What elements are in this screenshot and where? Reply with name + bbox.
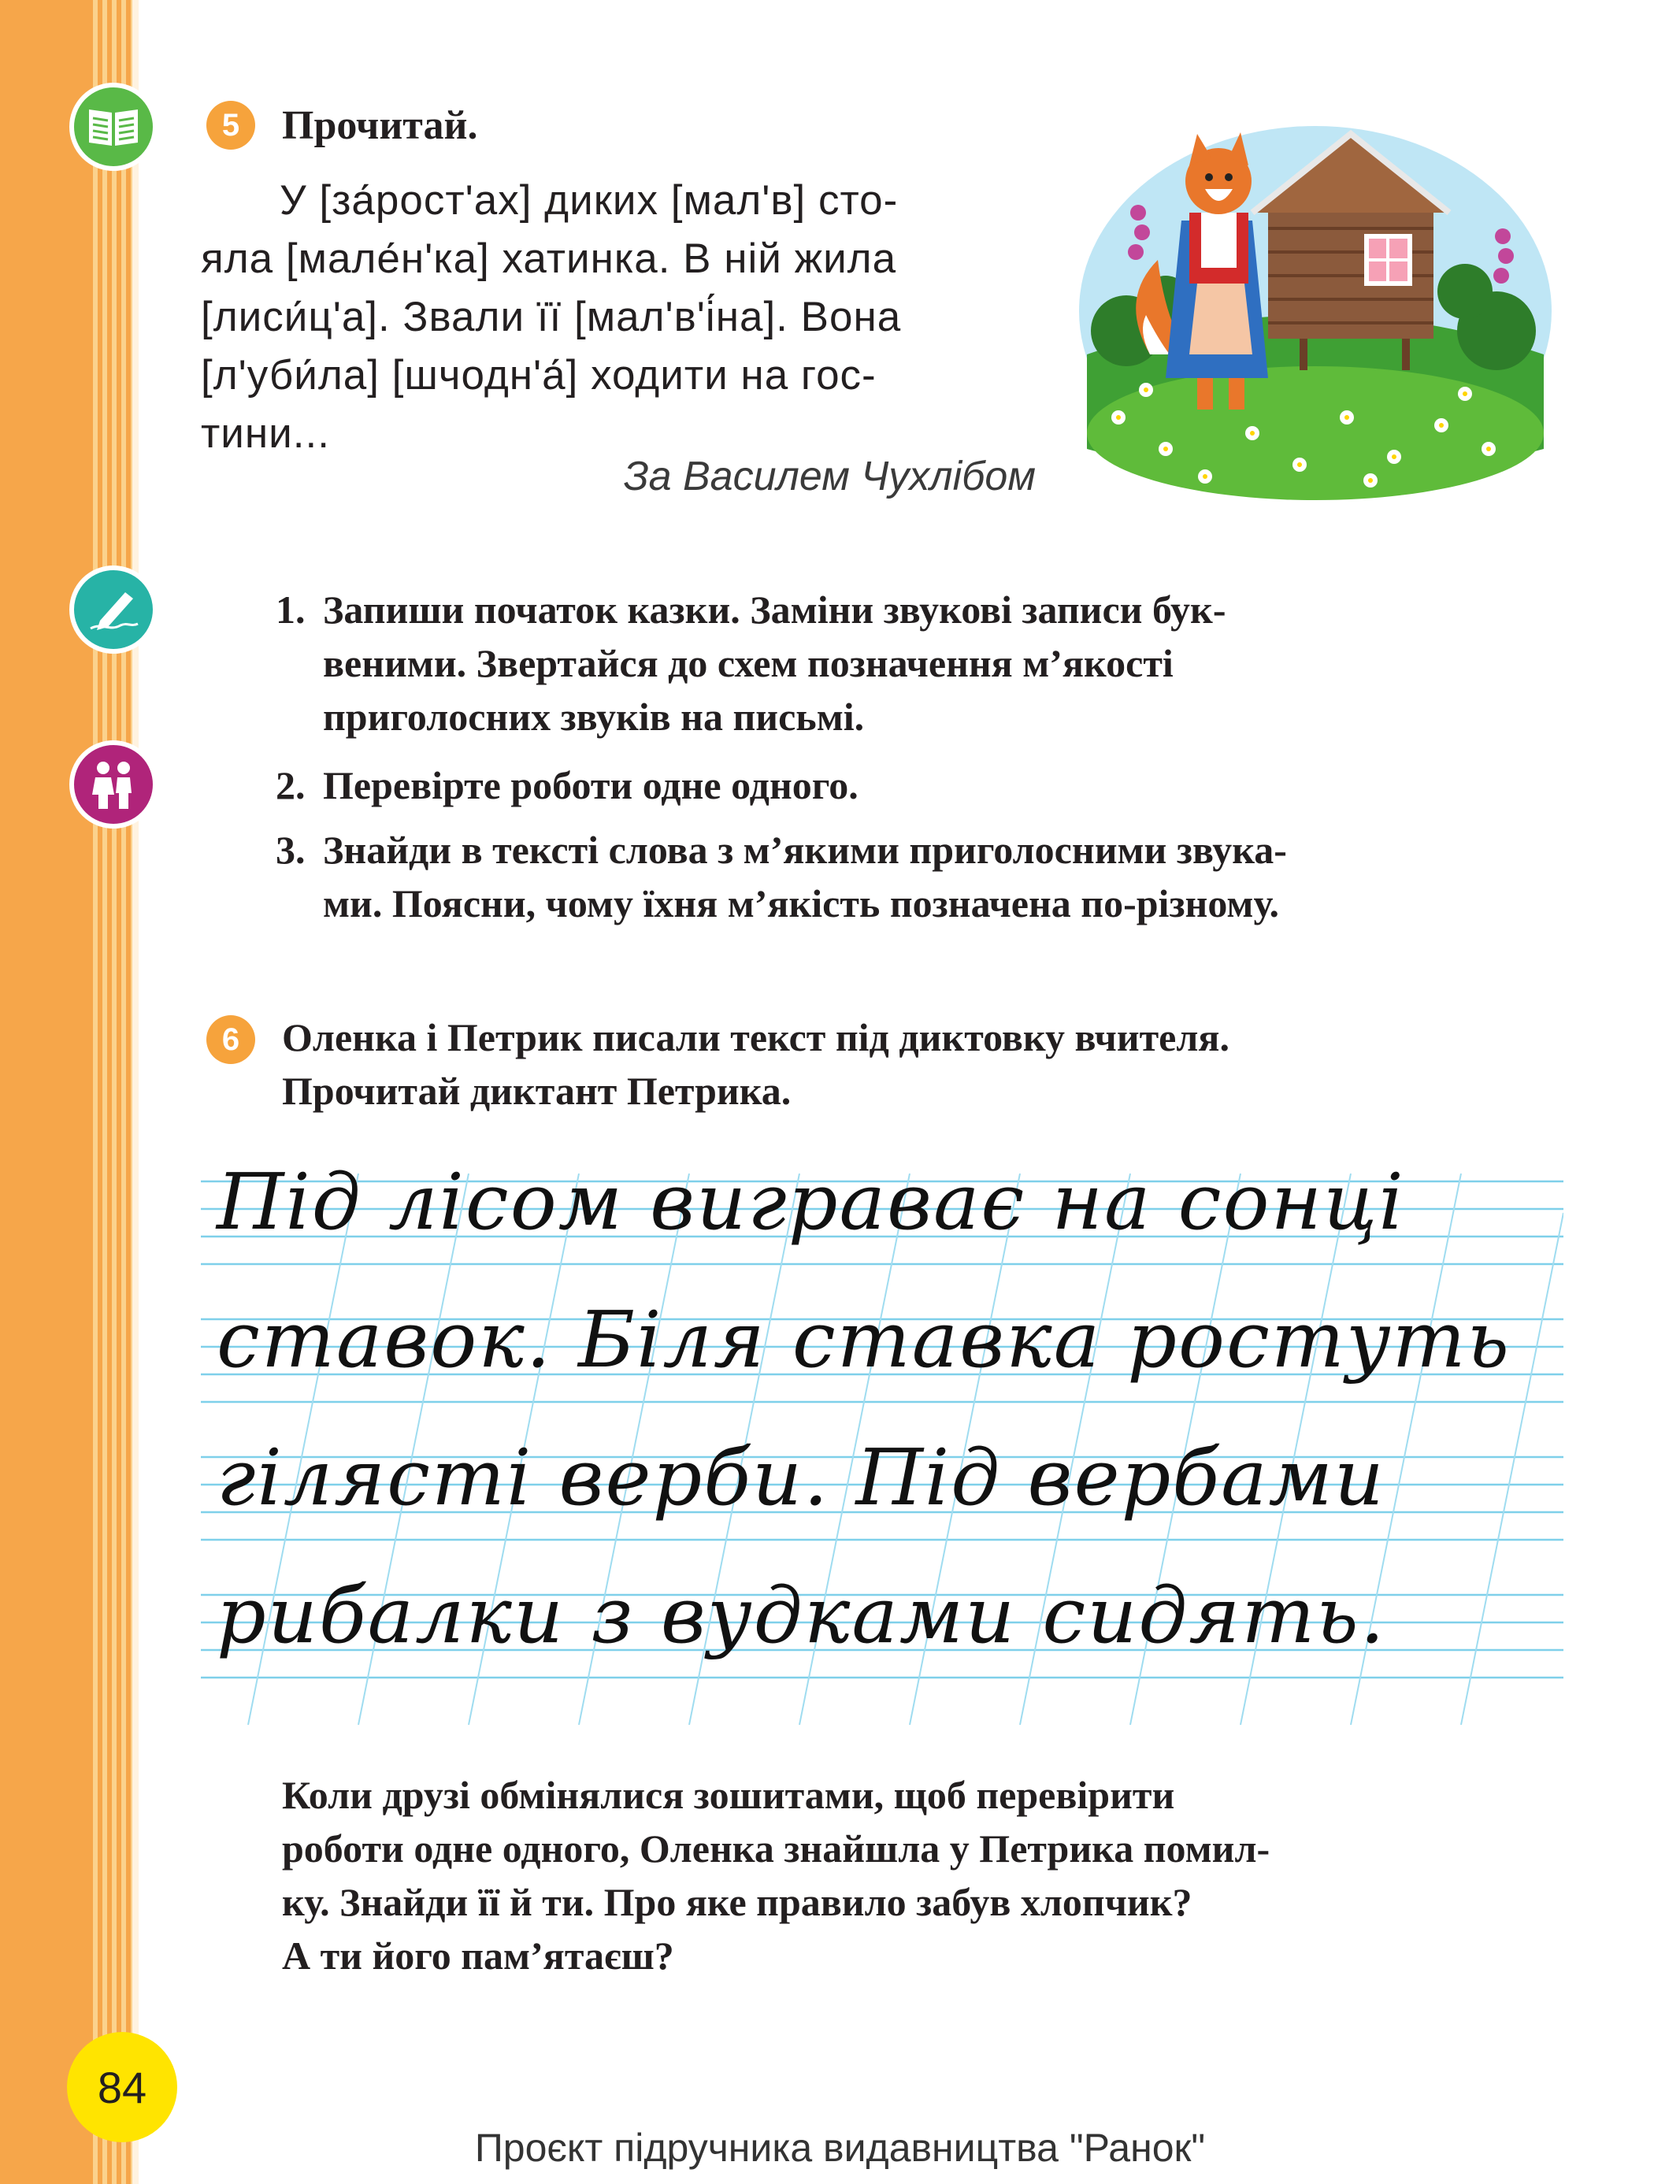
step-number: 2.: [276, 763, 306, 807]
fox-house-illustration: [1071, 118, 1559, 504]
story-text: [201, 172, 1036, 463]
story-line: У [за́рост'ах] диких [мал'в] сто-: [280, 177, 899, 224]
story-line: [л'уби́ла] [шчодн'а́] ходити на гос-: [201, 352, 877, 399]
story-author: За Василем Чухлібом: [623, 454, 1036, 499]
task6-line: Оленка і Петрик писали текст під диктовку вчителя.: [282, 1015, 1229, 1059]
step-line: веними. Звертайся до схем позначення м’якості: [323, 641, 1174, 685]
closing-line: ку. Знайди її й ти. Про яке правило забув хлопчик?: [282, 1880, 1192, 1924]
step-line: Перевірте роботи одне одного.: [323, 763, 859, 807]
story-line: [лиси́ц'а]. Звали її [мал'в'і́на]. Вона: [201, 294, 902, 340]
publisher-footer: Проєкт підручника видавництва "Ранок": [474, 2126, 1206, 2170]
step-number: 3.: [276, 828, 306, 872]
closing-line: А ти його пам’ятаєш?: [282, 1934, 674, 1978]
step-number: 1.: [276, 588, 306, 632]
task-number-badge: 6: [206, 1015, 255, 1064]
task-instruction: Прочитай.: [282, 103, 478, 148]
pencil-writing-icon: [69, 565, 158, 654]
margin-edge: [132, 0, 139, 2184]
handwriting-line: ставок. Біля ставка ростуть: [217, 1296, 1511, 1385]
two-children-icon: [69, 740, 158, 829]
handwriting-line: Під лісом виграває на сонці: [217, 1158, 1405, 1248]
task6-instruction: [282, 1010, 1562, 1118]
closing-line: роботи одне одного, Оленка знайшла у Петрика помил-: [282, 1826, 1270, 1871]
task-number-badge: 5: [206, 101, 255, 150]
notebook-dictation: [201, 1158, 1563, 1725]
step-line: приголосних звуків на письмі.: [323, 695, 865, 739]
closing-line: Коли друзі обмінялися зошитами, щоб перевірити: [282, 1773, 1175, 1817]
handwriting-line: гілясті верби. Під вербами: [217, 1433, 1385, 1523]
story-line: тини...: [201, 410, 330, 457]
step-line: ми. Поясни, чому їхня м’якість позначена по-різному.: [323, 881, 1279, 925]
closing-question: [282, 1768, 1562, 1982]
handwriting-line: рибалки з вудками сидять.: [217, 1571, 1386, 1661]
step-line: Запиши початок казки. Заміни звукові записи бук-: [323, 588, 1226, 632]
task6-line: Прочитай диктант Петрика.: [282, 1069, 792, 1113]
margin-stripes: [93, 0, 132, 2184]
page-number: 84: [67, 2032, 177, 2142]
step-line: Знайди в тексті слова з м’якими приголосними звука-: [323, 828, 1287, 872]
open-book-icon: [69, 83, 158, 171]
story-line: яла [мале́н'ка] хатинка. В ній жила: [201, 235, 897, 282]
